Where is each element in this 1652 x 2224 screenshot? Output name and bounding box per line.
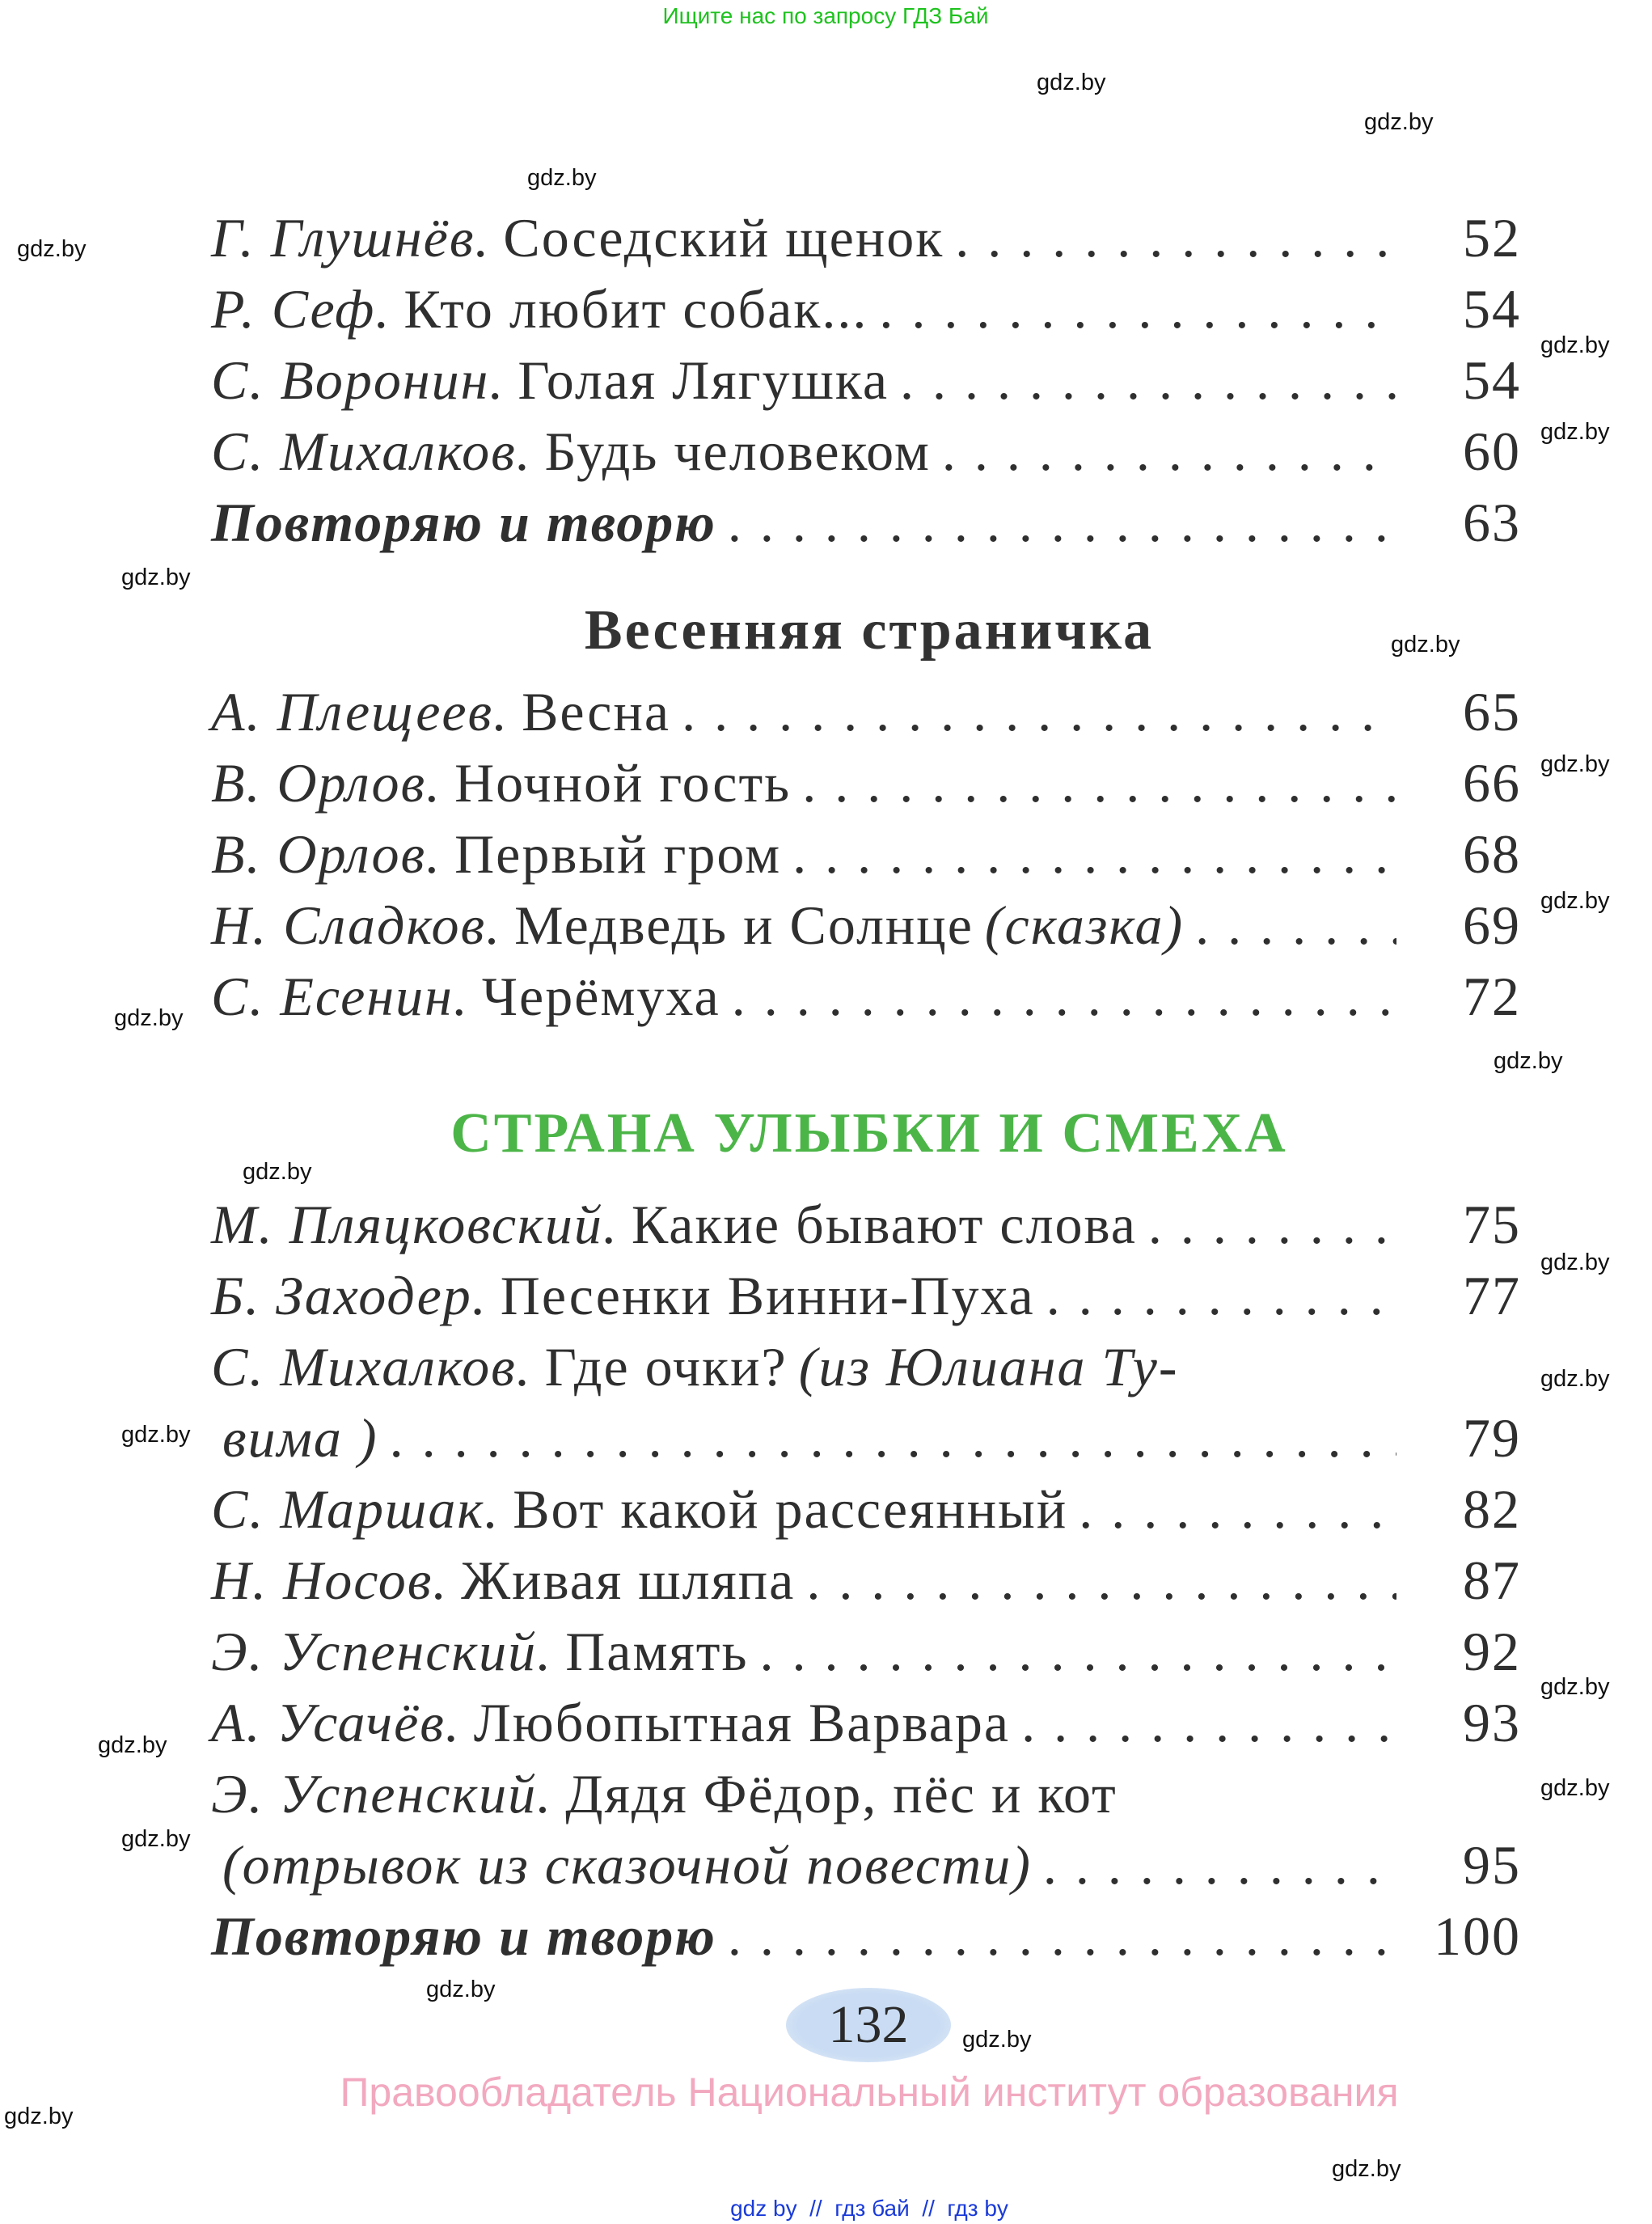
toc-title: Дядя Фёдор, пёс и кот [565, 1762, 1118, 1824]
toc-entry[interactable] [211, 1331, 1521, 1402]
toc-entry[interactable] [211, 202, 1521, 273]
watermark: gdz.by [121, 1422, 191, 1448]
toc-author: Э. Успенский. [211, 1762, 553, 1824]
toc-entry[interactable] [211, 1402, 1521, 1474]
toc-entry[interactable] [211, 676, 1521, 747]
watermark: gdz.by [1540, 1674, 1610, 1700]
toc-entry[interactable] [211, 961, 1521, 1032]
watermark: gdz.by [962, 2027, 1032, 2053]
watermark: gdz.by [1494, 1048, 1563, 1074]
toc-page-number: 54 [1463, 349, 1521, 411]
dot-leader [1148, 1193, 1396, 1257]
watermark: gdz.by [4, 2103, 74, 2129]
toc-author: Э. Успенский. [211, 1620, 553, 1682]
toc-note: (отрывок из сказочной повести) [222, 1833, 1032, 1896]
dot-leader [728, 1905, 1396, 1968]
toc-page-number: 68 [1463, 822, 1521, 885]
watermark: gdz.by [1037, 70, 1106, 95]
dot-leader [806, 1549, 1396, 1613]
toc-author: Н. Сладков. [211, 894, 502, 956]
toc-entry[interactable] [211, 273, 1521, 345]
watermark: gdz.by [1540, 888, 1610, 914]
footer-links[interactable]: gdz by // гдз бай // гдз by [730, 2196, 1008, 2221]
toc-author: В. Орлов. [211, 822, 442, 885]
dot-leader [1021, 1691, 1396, 1755]
toc-page-number: 65 [1463, 680, 1521, 742]
watermark: gdz.by [121, 1826, 191, 1852]
toc-title: Память [565, 1620, 749, 1682]
dot-leader [802, 751, 1396, 815]
toc-title: Будь человеком [544, 420, 931, 482]
toc-title: Какие бывают слова [631, 1193, 1137, 1255]
toc-title: Песенки Винни-Пуха [500, 1264, 1035, 1326]
toc-author: В. Орлов. [211, 751, 442, 814]
top-banner-link[interactable]: Ищите нас по запросу ГДЗ Бай [662, 3, 989, 28]
toc-author: Г. Глушнёв. [211, 206, 491, 268]
watermark: gdz.by [1540, 1249, 1610, 1275]
toc-entry[interactable] [211, 416, 1521, 487]
dot-leader [760, 1620, 1396, 1684]
toc-author: А. Усачёв. [211, 1691, 461, 1753]
toc-page-number: 79 [1463, 1406, 1521, 1469]
toc-title: Повторяю и творю [211, 491, 716, 553]
toc-author: С. Михалков. [211, 1335, 532, 1397]
toc-page-number: 100 [1434, 1905, 1521, 1967]
page-number-text: 132 [828, 1995, 909, 2054]
toc-author: Б. Заходер. [211, 1264, 488, 1326]
watermark: gdz.by [1540, 1775, 1610, 1801]
toc-page-number: 82 [1463, 1478, 1521, 1540]
toc-title: Черёмуха [481, 965, 720, 1027]
toc-page-number: 52 [1463, 206, 1521, 268]
dot-leader [792, 822, 1396, 886]
dot-leader [732, 965, 1396, 1029]
toc-title: Голая Лягушка [518, 349, 889, 411]
watermark: gdz.by [1391, 632, 1460, 657]
toc-entry[interactable] [211, 1829, 1521, 1901]
toc-note: вима ) [222, 1406, 378, 1469]
toc-note: (сказка) [984, 894, 1185, 956]
dot-leader [728, 491, 1396, 555]
toc-page-number: 93 [1463, 1691, 1521, 1753]
watermark: gdz.by [1540, 1366, 1610, 1392]
toc-page-number: 92 [1463, 1620, 1521, 1682]
watermark: gdz.by [1540, 332, 1610, 358]
toc-page-number: 63 [1463, 491, 1521, 553]
toc-title: Первый гром [454, 822, 782, 885]
watermark: gdz.by [17, 236, 87, 262]
toc-author: С. Воронин. [211, 349, 505, 411]
watermark: gdz.by [114, 1005, 184, 1031]
dot-leader [682, 680, 1396, 744]
toc-page-number: 69 [1463, 894, 1521, 956]
toc-entry[interactable] [211, 890, 1521, 961]
watermark: gdz.by [98, 1732, 167, 1758]
toc-title: Где очки? [544, 1335, 788, 1397]
watermark: gdz.by [243, 1159, 312, 1185]
watermark: gdz.by [1540, 751, 1610, 777]
toc-page-number: 66 [1463, 751, 1521, 814]
toc-entry[interactable] [211, 1474, 1521, 1545]
watermark: gdz.by [527, 165, 597, 191]
watermark: gdz.by [426, 1977, 496, 2002]
watermark: gdz.by [1364, 109, 1434, 135]
rights-holder-text: Правообладатель Национальный институт образования [340, 2070, 1399, 2115]
toc-entry[interactable] [211, 1616, 1521, 1687]
toc-title: Весна [522, 680, 671, 742]
toc-entry[interactable] [211, 1687, 1521, 1758]
toc-entry[interactable] [211, 1901, 1521, 1972]
toc-author: С. Михалков. [211, 420, 532, 482]
toc-page-number: 75 [1463, 1193, 1521, 1255]
dot-leader [900, 349, 1396, 412]
toc-page-number: 95 [1463, 1833, 1521, 1896]
toc-page-number: 72 [1463, 965, 1521, 1027]
toc-page-number: 54 [1463, 277, 1521, 340]
dot-leader [390, 1406, 1396, 1470]
dot-leader [1046, 1264, 1396, 1328]
watermark: gdz.by [1332, 2156, 1401, 2182]
toc-entry[interactable] [211, 487, 1521, 558]
toc-entry[interactable] [211, 747, 1521, 818]
toc-author: С. Маршак. [211, 1478, 501, 1540]
toc-title: Медведь и Солнце [514, 894, 974, 956]
dot-leader [1079, 1478, 1396, 1541]
toc-entry[interactable] [211, 1189, 1521, 1260]
toc-title: Живая шляпа [461, 1549, 796, 1611]
section-heading-humor: СТРАНА УЛЫБКИ И СМЕХА [450, 1102, 1288, 1165]
toc-author: Н. Носов. [211, 1549, 449, 1611]
toc-entry[interactable] [211, 1545, 1521, 1616]
toc-entry[interactable] [211, 1758, 1521, 1829]
toc-title: Кто любит собак... [403, 277, 868, 340]
toc-title: Соседский щенок [503, 206, 944, 268]
dot-leader [1195, 894, 1396, 958]
dot-leader [955, 206, 1396, 270]
toc-author: Р. Сеф. [211, 277, 391, 340]
toc-title: Вот какой рассеянный [513, 1478, 1068, 1540]
toc-title: Любопытная Варвара [473, 1691, 1011, 1753]
toc-author: М. Пляцковский. [211, 1193, 619, 1255]
dot-leader [942, 420, 1396, 484]
page-number [786, 1988, 951, 2062]
toc-author: А. Плещеев. [211, 680, 509, 742]
toc-page-number: 77 [1463, 1264, 1521, 1326]
toc-page-number: 87 [1463, 1549, 1521, 1611]
toc-page-number: 60 [1463, 420, 1521, 482]
toc-title: Ночной гость [454, 751, 792, 814]
toc-title: Повторяю и творю [211, 1905, 716, 1967]
watermark: gdz.by [121, 564, 191, 590]
dot-leader [879, 277, 1396, 341]
toc-entry[interactable] [211, 818, 1521, 890]
toc-author: С. Есенин. [211, 965, 469, 1027]
toc-note: (из Юлиана Ту- [798, 1335, 1179, 1397]
section-heading-spring: Весенняя страничка [584, 599, 1155, 662]
dot-leader [1043, 1833, 1396, 1897]
toc-entry[interactable] [211, 1260, 1521, 1331]
watermark: gdz.by [1540, 419, 1610, 445]
toc-entry[interactable] [211, 345, 1521, 416]
